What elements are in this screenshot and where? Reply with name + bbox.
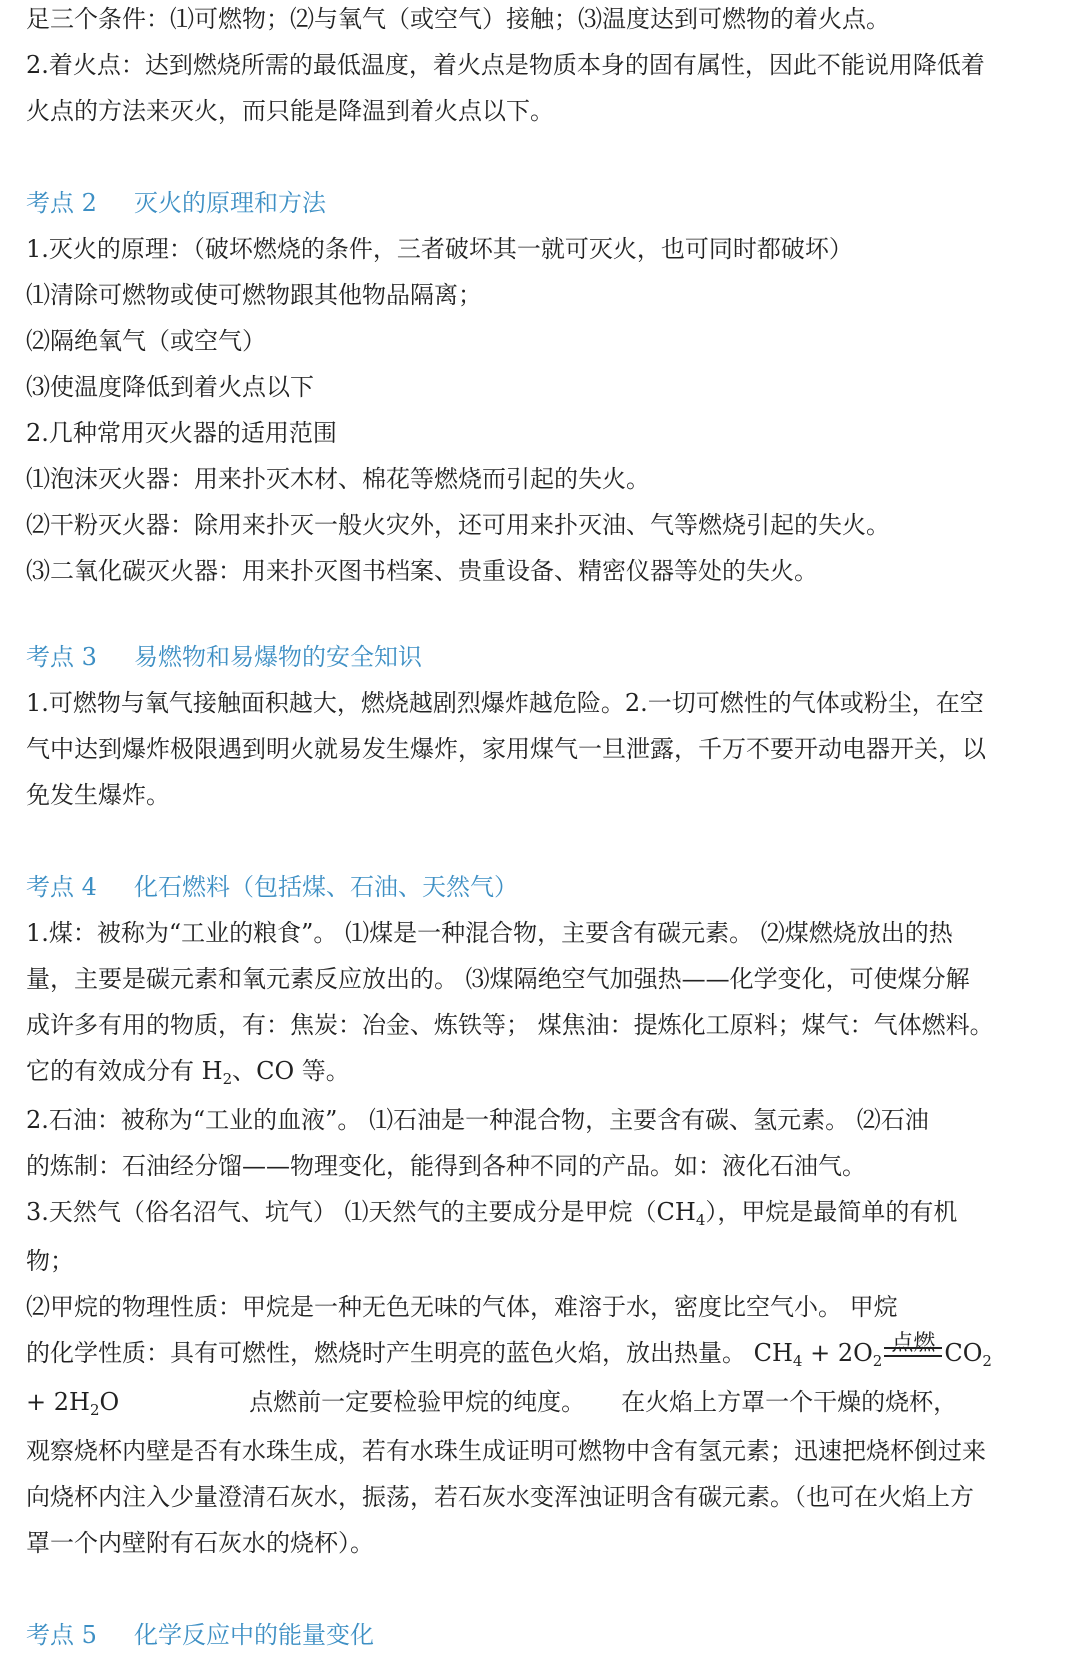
text-line <box>26 1189 1054 1238</box>
section-number: 考点 3 <box>26 643 97 671</box>
text-run: + 2H <box>26 1388 90 1416</box>
text-run: 点燃前一定要检验甲烷的纯度。 <box>249 1388 586 1416</box>
text-line: 火点的方法来灭火，而只能是降温到着火点以下。 <box>26 97 554 125</box>
reaction-arrow <box>884 1331 942 1361</box>
subscript: 2 <box>222 1070 233 1088</box>
text-line: 的炼制：石油经分馏——物理变化，能得到各种不同的产品。如：液化石油气。 <box>26 1152 866 1180</box>
section-title: 灭火的原理和方法 <box>134 189 326 217</box>
text-run: ），甲烷是最简单的有机 <box>705 1198 958 1226</box>
text-line: 量，主要是碳元素和氧元素反应放出的。 ⑶煤隔绝空气加强热——化学变化，可使煤分解 <box>26 965 970 993</box>
section-title: 化学反应中的能量变化 <box>134 1621 374 1649</box>
section-number: 考点 5 <box>26 1621 97 1649</box>
section-heading-5 <box>26 1612 1054 1658</box>
text-run: O <box>99 1388 120 1416</box>
section-number: 考点 2 <box>26 189 97 217</box>
section-title: 易燃物和易爆物的安全知识 <box>134 643 422 671</box>
text-line: ⑴清除可燃物或使可燃物跟其他物品隔离； <box>26 281 482 309</box>
text-run: 在火焰上方罩一个干燥的烧杯， <box>621 1388 958 1416</box>
text-line: 2.石油：被称为“工业的血液”。 ⑴石油是一种混合物，主要含有碳、氢元素。 ⑵石油 <box>26 1106 929 1134</box>
text-run: 、CO 等。 <box>232 1057 350 1085</box>
text-line: ⑵隔绝氧气（或空气） <box>26 327 266 355</box>
equation-line <box>26 1330 1054 1379</box>
text-line: 1.煤：被称为“工业的粮食”。 ⑴煤是一种混合物，主要含有碳元素。 ⑵煤燃烧放出的热 <box>26 919 953 947</box>
text-line: 2.着火点：达到燃烧所需的最低温度，着火点是物质本身的固有属性，因此不能说用降低着 <box>26 51 985 79</box>
reaction-condition: 点燃 <box>891 1331 936 1356</box>
text-line: 向烧杯内注入少量澄清石灰水，振荡，若石灰水变浑浊证明含有碳元素。（也可在火焰上方 <box>26 1483 974 1511</box>
text-line: ⑵干粉灭火器：除用来扑灭一般火灾外，还可用来扑灭油、气等燃烧引起的失火。 <box>26 511 890 539</box>
subscript: 2 <box>89 1401 100 1419</box>
section-title: 化石燃料（包括煤、石油、天然气） <box>134 873 518 901</box>
text-line: ⑵甲烷的物理性质：甲烷是一种无色无味的气体，难溶于水，密度比空气小。 甲烷 <box>26 1293 898 1321</box>
double-line <box>884 1347 942 1357</box>
text-line: 免发生爆炸。 <box>26 781 170 809</box>
text-run: 的化学性质：具有可燃性，燃烧时产生明亮的蓝色火焰，放出热量。 CH <box>26 1339 793 1367</box>
text-line: 观察烧杯内壁是否有水珠生成，若有水珠生成证明可燃物中含有氢元素；迅速把烧杯倒过来 <box>26 1437 986 1465</box>
text-line: ⑶二氧化碳灭火器：用来扑灭图书档案、贵重设备、精密仪器等处的失火。 <box>26 557 818 585</box>
text-line: 成许多有用的物质，有：焦炭：冶金、炼铁等； 煤焦油：提炼化工原料；煤气：气体燃料。 <box>26 1011 994 1039</box>
text-run: CO <box>944 1339 983 1367</box>
text-line: 罩一个内壁附有石灰水的烧杯）。 <box>26 1529 374 1557</box>
subscript: 4 <box>792 1352 803 1370</box>
text-run: 3.天然气（俗名沼气、坑气） ⑴天然气的主要成分是甲烷（CH <box>26 1198 696 1226</box>
text-line: 物； <box>26 1247 74 1275</box>
section-heading-3 <box>26 634 1054 680</box>
text-line: 1.灭火的原理：（破坏燃烧的条件，三者破坏其一就可灭火，也可同时都破坏） <box>26 235 853 263</box>
text-line: ⑴泡沫灭火器：用来扑灭木材、棉花等燃烧而引起的失火。 <box>26 465 650 493</box>
text-line: 足三个条件：⑴可燃物；⑵与氧气（或空气）接触；⑶温度达到可燃物的着火点。 <box>26 5 890 33</box>
text-line <box>26 1048 1054 1097</box>
text-line: 气中达到爆炸极限遇到明火就易发生爆炸，家用煤气一旦泄露，千万不要开动电器开关，以 <box>26 735 986 763</box>
text-line <box>26 1379 1054 1428</box>
section-number: 考点 4 <box>26 873 97 901</box>
text-run: + 2O <box>802 1339 873 1367</box>
text-line: 1.可燃物与氧气接触面积越大，燃烧越剧烈爆炸越危险。2.一切可燃性的气体或粉尘，在空 <box>26 689 984 717</box>
subscript: 2 <box>872 1352 883 1370</box>
text-line: ⑶使温度降低到着火点以下 <box>26 373 314 401</box>
section-heading-4 <box>26 864 1054 910</box>
text-run: 它的有效成分有 H <box>26 1057 223 1085</box>
text-line: 2.几种常用灭火器的适用范围 <box>26 419 337 447</box>
subscript: 2 <box>982 1352 992 1370</box>
subscript: 4 <box>695 1211 706 1229</box>
section-heading-2 <box>26 180 1054 226</box>
